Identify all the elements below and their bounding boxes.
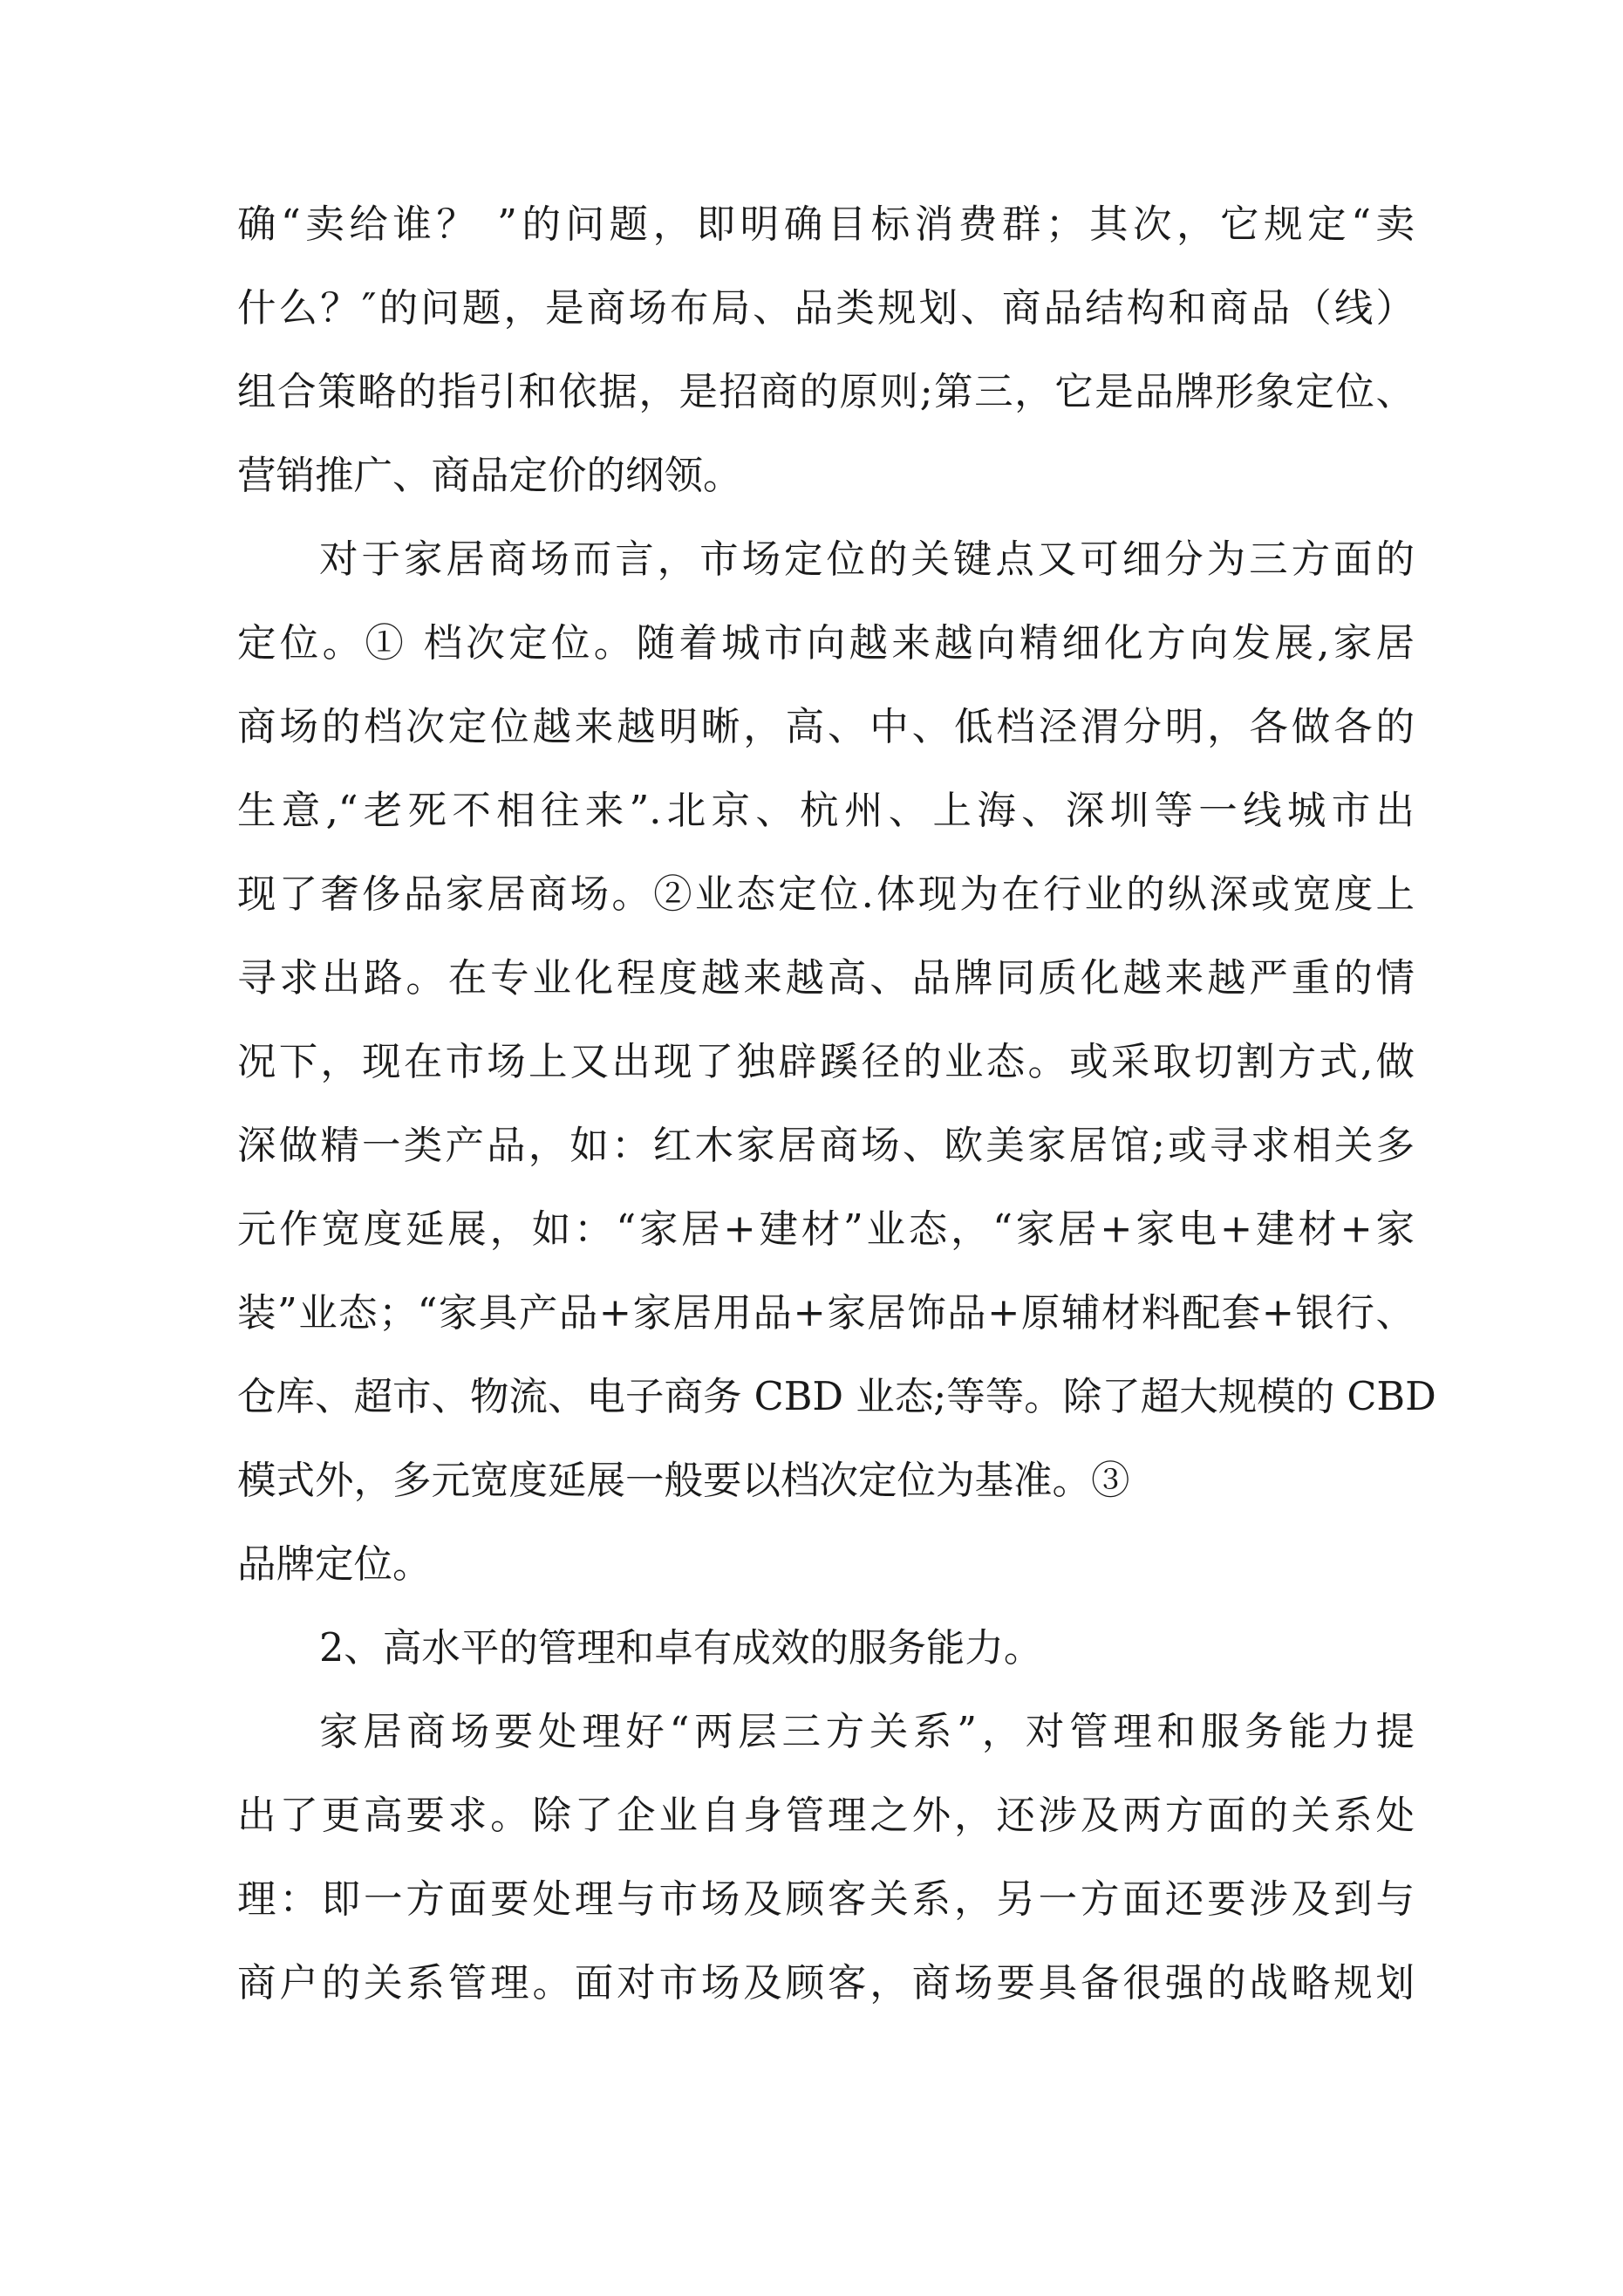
section-heading: 2、高水平的管理和卓有成效的服务能力。 [319,1626,1043,1671]
text-line: 生意,“老死不相往来”.北京、杭州、上海、深圳等一线城市出 [237,789,1415,833]
text-line: 商场的档次定位越来越明晰，高、中、低档泾渭分明，各做各的 [237,705,1415,749]
body-text [237,183,1436,2026]
text-line: 深做精一类产品，如：红木家居商场、欧美家居馆;或寻求相关多 [237,1124,1415,1168]
text-line: 现了奢侈品家居商场。②业态定位.体现为在行业的纵深或宽度上 [237,872,1415,917]
paragraph-first-line: 家居商场要处理好“两层三方关系”，对管理和服务能力提 [319,1710,1415,1754]
text-line: 营销推广、商品定价的纲领。 [237,454,742,498]
text-line: 出了更高要求。除了企业自身管理之外，还涉及两方面的关系处 [237,1794,1415,1838]
text-line: 商户的关系管理。面对市场及顾客，商场要具备很强的战略规划 [237,1961,1415,2006]
text-line: 况下，现在市场上又出现了独辟蹊径的业态。或采取切割方式,做 [237,1040,1415,1084]
text-line: 模式外，多元宽度延展一般要以档次定位为基准。③ [237,1459,1130,1503]
text-line: 仓库、超市、物流、电子商务 CBD 业态;等等。除了超大规模的 CBD [237,1375,1436,1419]
text-line: 定位。① 档次定位。随着城市向越来越向精细化方向发展,家居 [237,621,1415,666]
text-line: 组合策略的指引和依据，是招商的原则;第三，它是品牌形象定位、 [237,370,1415,414]
text-line: 品牌定位。 [237,1542,432,1587]
text-line: 装”业态；“家具产品+家居用品+家居饰品+原辅材料配套+银行、 [237,1291,1415,1336]
text-line: 理：即一方面要处理与市场及顾客关系，另一方面还要涉及到与 [237,1877,1415,1922]
text-line: 确“卖给谁？ ”的问题，即明确目标消费群；其次，它规定“卖 [237,202,1415,247]
text-line: 寻求出路。在专业化程度越来越高、品牌同质化越来越严重的情 [237,956,1415,1001]
text-line: 元作宽度延展，如：“家居+建材”业态，“家居+家电+建材+家 [237,1207,1415,1252]
paragraph-first-line: 对于家居商场而言，市场定位的关键点又可细分为三方面的 [319,537,1415,582]
text-line: 什么？″的问题，是商场布局、品类规划、商品结构和商品（线） [237,286,1415,331]
